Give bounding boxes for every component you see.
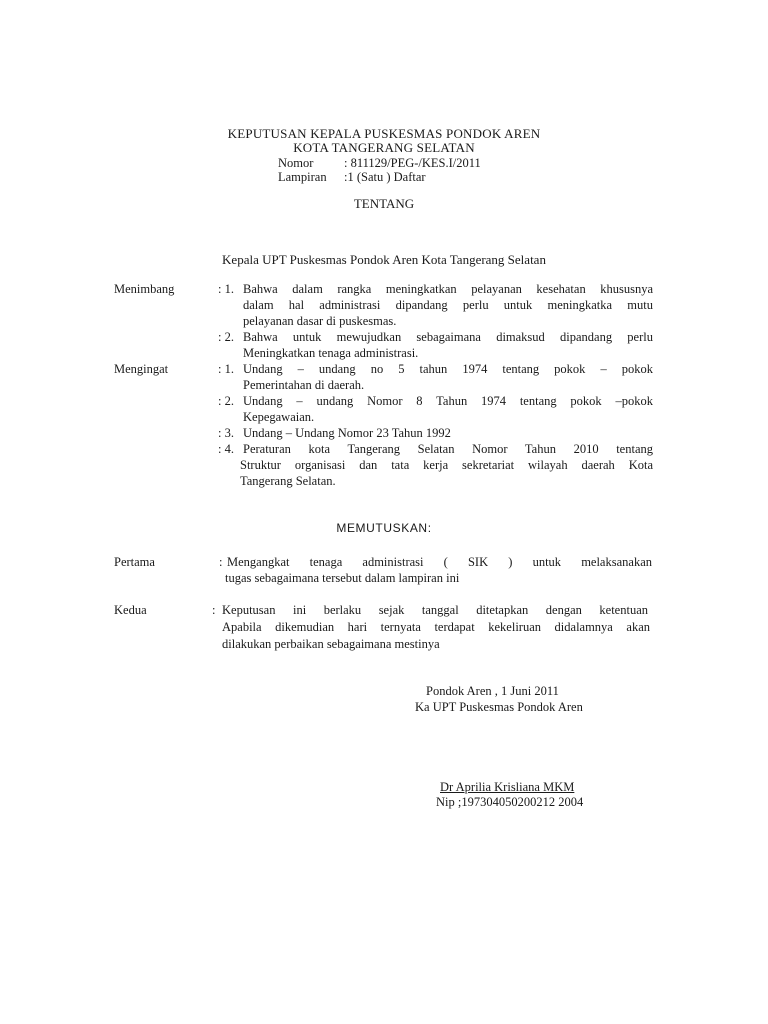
menimbang-item-2-line-1: Bahwa untuk mewujudkan sebagaimana dimaksud dipandang perlu xyxy=(243,330,653,344)
kedua-label: Kedua xyxy=(114,603,147,617)
menimbang-item-2-number: : 2. xyxy=(218,330,234,344)
mengingat-item-1-line-1: Undang – undang no 5 tahun 1974 tentang pokok – pokok xyxy=(243,362,653,376)
tentang-heading: TENTANG xyxy=(353,196,415,211)
pertama-label: Pertama xyxy=(114,555,155,569)
kedua-line-2: Apabila dikemudian hari ternyata terdapat kekeliruan didalamnya akan xyxy=(222,620,650,634)
mengingat-item-4-line-3: Tangerang Selatan. xyxy=(240,474,336,488)
mengingat-item-1-line-2: Pemerintahan di daerah. xyxy=(243,378,365,392)
nomor-label: Nomor xyxy=(278,156,314,170)
menimbang-item-1-line-1: Bahwa dalam rangka meningkatkan pelayanan kesehatan khususnya xyxy=(243,282,653,296)
signer-name: Dr Aprilia Krisliana MKM xyxy=(440,780,575,794)
signer-position: Ka UPT Puskesmas Pondok Aren xyxy=(415,700,583,714)
lampiran-label: Lampiran xyxy=(278,170,327,184)
decree-heading: Kepala UPT Puskesmas Pondok Aren Kota Tangerang Selatan xyxy=(222,252,546,267)
document-title: KEPUTUSAN KEPALA PUSKESMAS PONDOK AREN xyxy=(227,126,541,141)
mengingat-label: Mengingat xyxy=(114,362,169,376)
pertama-colon: : xyxy=(219,555,223,569)
mengingat-item-4-line-1: Peraturan kota Tangerang Selatan Nomor Tahun 2010 tentang xyxy=(243,442,653,456)
pertama-line-1: Mengangkat tenaga administrasi ( SIK ) untuk melaksanakan xyxy=(227,555,652,569)
menimbang-label: Menimbang xyxy=(114,282,175,296)
mengingat-item-3-number: : 3. xyxy=(218,426,234,440)
menimbang-item-1-line-3: pelayanan dasar di puskesmas. xyxy=(243,314,397,328)
menimbang-item-2-line-2: Meningkatkan tenaga administrasi. xyxy=(243,346,419,360)
kedua-colon: : xyxy=(212,603,216,617)
mengingat-item-2-line-2: Kepegawaian. xyxy=(243,410,315,424)
memutuskan-heading: MEMUTUSKAN: xyxy=(336,521,432,535)
signer-nip: Nip ;197304050200212 2004 xyxy=(436,795,584,809)
menimbang-item-1-number: : 1. xyxy=(218,282,234,296)
document-subtitle: KOTA TANGERANG SELATAN xyxy=(293,140,475,155)
mengingat-item-1-number: : 1. xyxy=(218,362,234,376)
menimbang-item-1-line-2: dalam hal administrasi dipandang perlu untuk meningkatka mutu xyxy=(243,298,653,312)
place-date: Pondok Aren , 1 Juni 2011 xyxy=(426,684,559,698)
mengingat-item-4-number: : 4. xyxy=(218,442,234,456)
kedua-line-3: dilakukan perbaikan sebagaimana mestinya xyxy=(222,637,440,651)
nomor-value: : 811129/PEG-/KES.I/2011 xyxy=(344,156,481,170)
mengingat-item-2-line-1: Undang – undang Nomor 8 Tahun 1974 tentang pokok –pokok xyxy=(243,394,653,408)
mengingat-item-2-number: : 2. xyxy=(218,394,234,408)
lampiran-value: :1 (Satu ) Daftar xyxy=(344,170,426,184)
mengingat-item-3-line-1: Undang – Undang Nomor 23 Tahun 1992 xyxy=(243,426,451,440)
pertama-line-2: tugas sebagaimana tersebut dalam lampiran ini xyxy=(225,571,460,585)
mengingat-item-4-line-2: Struktur organisasi dan tata kerja sekretariat wilayah daerah Kota xyxy=(240,458,653,472)
kedua-line-1: Keputusan ini berlaku sejak tanggal ditetapkan dengan ketentuan xyxy=(222,603,648,617)
